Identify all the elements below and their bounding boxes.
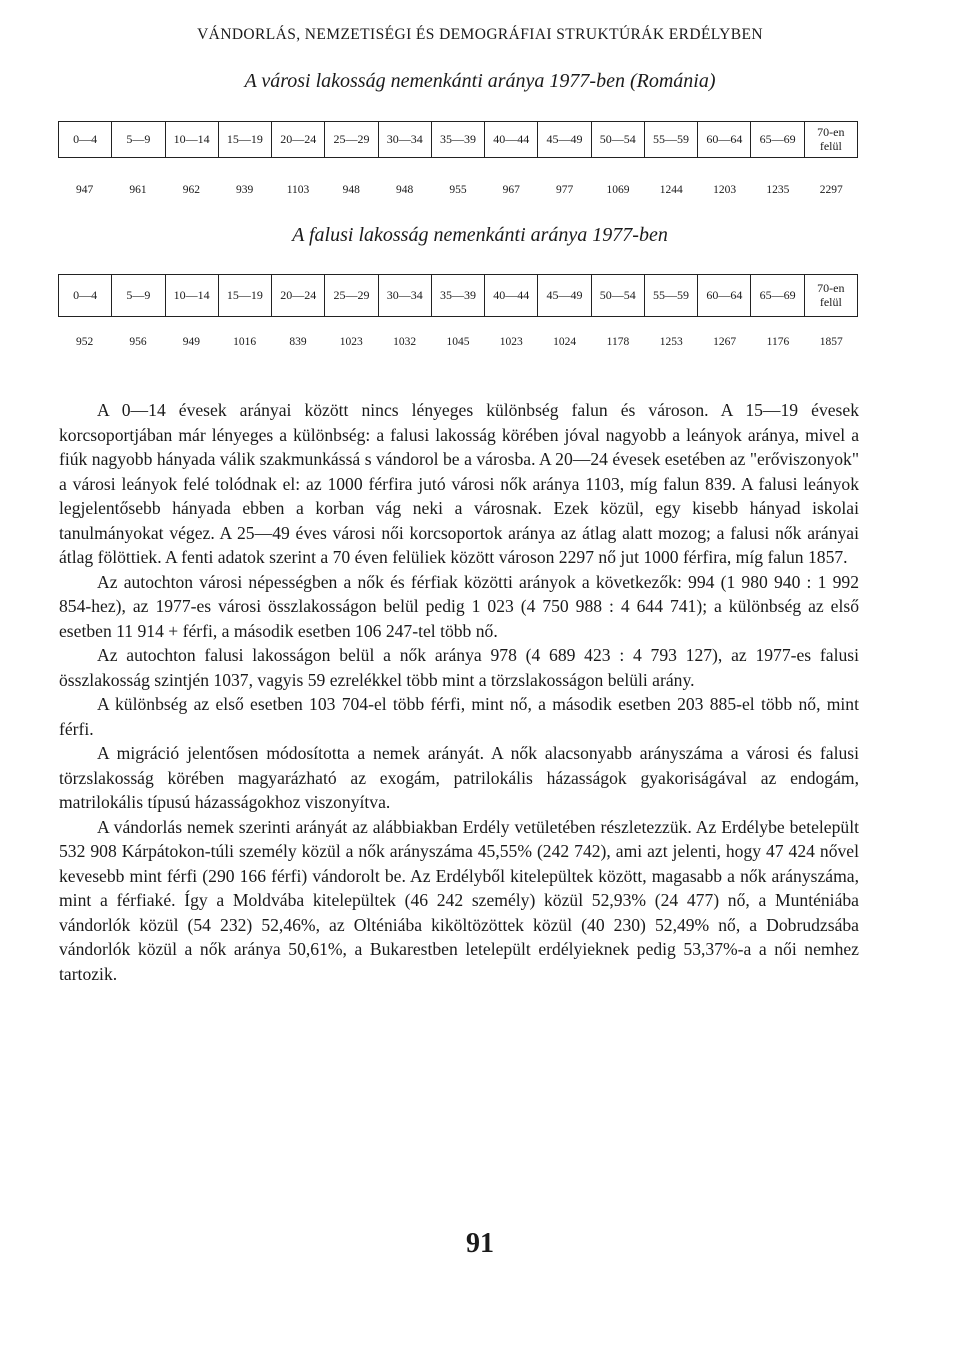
ratio-value: 1024: [553, 336, 577, 348]
ratio-value: 1045: [446, 336, 470, 348]
age-group-cell-last: [805, 122, 857, 157]
age-group-cell: 45—49: [538, 275, 591, 316]
ratio-value: 1069: [606, 184, 630, 196]
age-group-cell: 50—54: [592, 122, 645, 157]
ratio-value: 955: [449, 184, 467, 196]
age-group-cell: 65—69: [751, 122, 804, 157]
rural-values-row: [58, 336, 858, 348]
paragraph: A vándorlás nemek szerinti arányát az alábbiakban Erdély vetületében részletezzük. Az Erdélybe betelepült 532 908 Kárpátokon-túli személy közül a nők arányszáma 45,55% (242 742), ami azt jelenti, hogy 47 424 nővel kevesebb mint férfi (290 166 férfi) vándorolt be. Az Erdélyből kitelepültek között, magasabb a nők arányszáma, mint a férfiaké. Így a Moldvába kitelepültek (46 242 személy) közül 52,93% (24 477) nő, a Munténiába vándorlók közül (54 232) 52,46%, az Olténiába kiköltözöttek közül (40 230) 52,49% nő, a Dobrudzsába vándorlók közül a nők aránya 50,61%, a Bukarestben letelepült erdélyieknek pedig 53,37%-a a női nemhez tartozik.: [59, 816, 859, 984]
age-group-cell: 60—64: [698, 122, 751, 157]
ratio-value: 1244: [659, 184, 683, 196]
ratio-value: 1235: [766, 184, 790, 196]
paragraph: Az autochton falusi lakosságon belül a nők aránya 978 (4 689 423 : 4 793 127), az 1977-es falusi összlakosság szintjén 1037, vagyis 59 ezrelékkel több mint a törzslakosságon belüli arány.: [59, 645, 859, 690]
body-text: [59, 398, 859, 986]
ratio-value: 948: [342, 184, 360, 196]
age-group-cell: 60—64: [698, 275, 751, 316]
age-group-cell-last: [805, 275, 857, 316]
ratio-value: 977: [555, 184, 574, 196]
ratio-value: 961: [129, 184, 147, 196]
age-group-cell: 40—44: [485, 275, 538, 316]
ratio-value: 939: [236, 184, 254, 196]
age-group-cell: 0—4: [59, 122, 112, 157]
age-group-cell: 0—4: [59, 275, 112, 316]
ratio-value: 1203: [713, 184, 737, 196]
age-group-cell: 55—59: [645, 275, 698, 316]
paragraph: A különbség az első esetben 103 704-el több férfi, mint nő, a második esetben 203 885-el több nő, mint férfi.: [59, 694, 859, 739]
page-number: 91: [466, 1228, 494, 1259]
ratio-value: 1176: [766, 336, 790, 348]
age-group-cell: 10—14: [166, 122, 219, 157]
age-group-cell: 45—49: [538, 122, 591, 157]
age-group-cell: 65—69: [751, 275, 804, 316]
age-group-cell: 5—9: [112, 122, 165, 157]
ratio-value: 1023: [339, 336, 363, 348]
ratio-value: 967: [502, 184, 520, 196]
ratio-value: 1267: [713, 336, 737, 348]
age-group-cell: 35—39: [432, 275, 485, 316]
urban-age-groups-header: [58, 121, 858, 158]
urban-values-row: [58, 184, 858, 196]
rural-age-groups-header: [58, 274, 858, 317]
rural-table-title: A falusi lakosság nemenkánti aránya 1977-ben: [292, 224, 668, 246]
age-group-cell: 30—34: [379, 275, 432, 316]
ratio-value: 949: [182, 336, 200, 348]
running-head: VÁNDORLÁS, NEMZETISÉGI ÉS DEMOGRÁFIAI STRUKTÚRÁK ERDÉLYBEN: [197, 26, 763, 43]
paragraph: Az autochton városi népességben a nők és férfiak közötti arányok a következők: 994 (1 980 940 : 1 992 854-hez), az 1977-es városi összlakosságon belül pedig 1 023 (4 750 988 : 4 644 741); a különbség az első esetben 11 914 + férfi, a második esetben 106 247-tel több nő.: [59, 571, 859, 641]
ratio-value: 947: [76, 184, 94, 196]
ratio-value: 948: [396, 184, 414, 196]
ratio-value: 1016: [233, 336, 257, 348]
urban-table-title: A városi lakosság nemenkánti aránya 1977-ben (Románia): [244, 70, 716, 92]
age-group-label: 70-en felül: [817, 124, 845, 153]
ratio-value: 839: [289, 336, 307, 348]
age-group-cell: 5—9: [112, 275, 165, 316]
age-group-cell: 15—19: [219, 275, 272, 316]
ratio-value: 2297: [819, 184, 843, 196]
age-group-label: 70-en felül: [817, 280, 845, 309]
paragraph: A migráció jelentősen módosította a nemek arányát. A nők alacsonyabb arányszáma a városi és falusi törzslakosság körében magyarázható az exogám, patrilokális házasságok gyakoriságával az endogám, matrilokális típusú házasságokhoz viszonyítva.: [59, 743, 859, 812]
ratio-value: 1023: [499, 336, 523, 348]
age-group-cell: 15—19: [219, 122, 272, 157]
paragraph: A 0—14 évesek arányai között nincs lényeges különbség falun és városon. A 15—19 évesek korcsoportjában már lényeges a különbség: a falusi lakosság körében jóval nagyobb a leányok aránya, mivel a fiúk nagyobb hányada válik szakmunkássá s vándorol be a városba. A 20—24 évesek esetében az "erőviszonyok" a városi leányok felé tolódnak el: az 1000 férfira jutó városi nők aránya 1103, míg falun 839. A falusi leányok legjelentősebb hányada ebben a korban vág neki a városnak. Ezek közül, egy kisebb hányad iskolai tanulmányokat végez. A 25—49 éves városi női korcsoportok aránya az átlag alatt mozog; a falusi nők arányai átlag fölöttiek. A fenti adatok szerint a 70 éven felüliek között városon 2297 nő jut 1000 férfira, míg falun 1857.: [59, 400, 859, 567]
age-group-cell: 10—14: [166, 275, 219, 316]
age-group-cell: 25—29: [325, 122, 378, 157]
age-group-cell: 35—39: [432, 122, 485, 157]
age-group-cell: 20—24: [272, 275, 325, 316]
ratio-value: 1032: [393, 336, 417, 348]
age-group-cell: 40—44: [485, 122, 538, 157]
ratio-value: 1857: [819, 336, 843, 348]
ratio-value: 952: [76, 336, 94, 348]
age-group-cell: 20—24: [272, 122, 325, 157]
age-group-cell: 55—59: [645, 122, 698, 157]
ratio-value: 1103: [286, 184, 310, 196]
ratio-value: 1253: [659, 336, 683, 348]
age-group-cell: 30—34: [379, 122, 432, 157]
age-group-cell: 50—54: [592, 275, 645, 316]
ratio-value: 962: [182, 184, 200, 196]
ratio-value: 1178: [606, 336, 630, 348]
ratio-value: 956: [129, 336, 147, 348]
age-group-cell: 25—29: [325, 275, 378, 316]
